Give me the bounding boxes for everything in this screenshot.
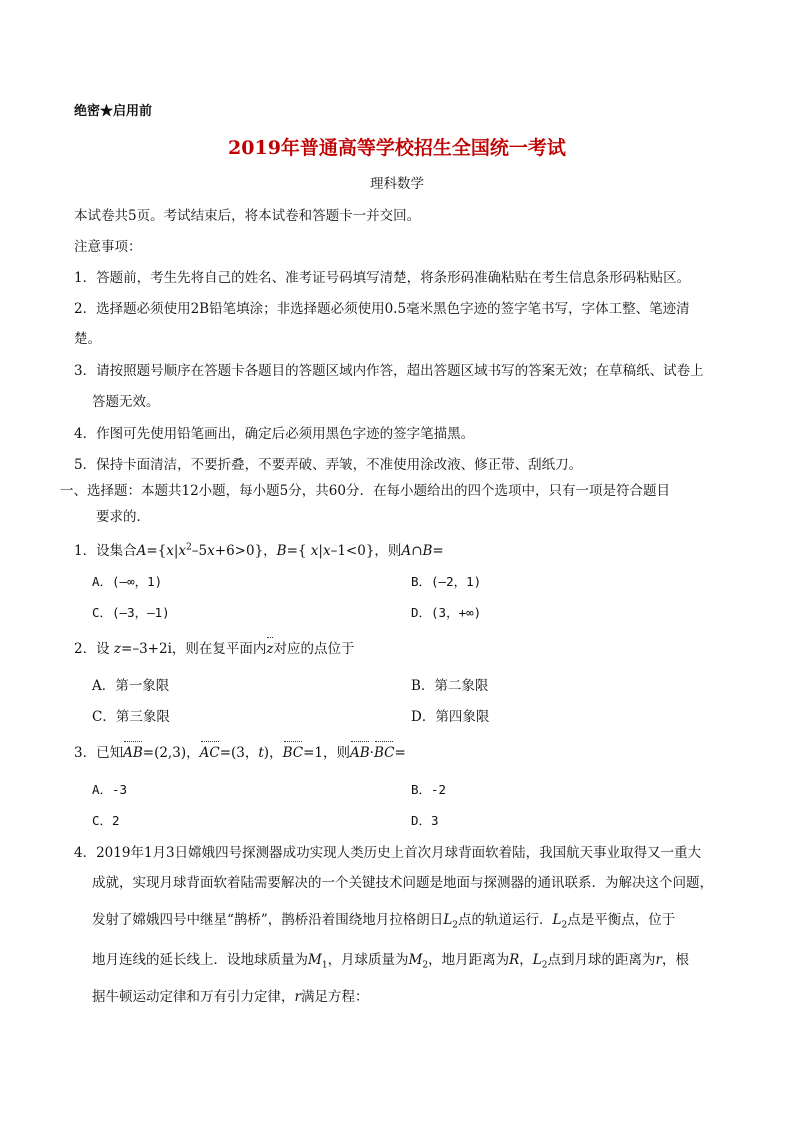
q1-text: –1<0}，则: [330, 543, 402, 559]
q4-text: ，根: [661, 952, 689, 968]
question-3: [74, 744, 406, 762]
q3-text: =: [394, 745, 406, 761]
q4-var: r: [655, 952, 662, 968]
q1-var: x: [207, 543, 215, 559]
q4-text: 点是平衡点，位于: [567, 912, 676, 928]
q2-text: 2．设: [74, 641, 114, 657]
note-3-line-1: 3．请按照题号顺序在答题卡各题目的答题区域内作答，超出答题区域书写的答案无效；在草稿纸、试卷上: [74, 363, 704, 379]
q3-option-d: D．3: [411, 813, 439, 828]
q3-vector: BC: [282, 745, 304, 761]
section-heading-line-1: 一、选择题：本题共12小题，每小题5分，共60分．在每小题给出的四个选项中，只有一项是符合题目: [60, 483, 670, 499]
q3-text: )，: [263, 745, 283, 761]
q4-var: M: [308, 952, 322, 968]
q3-option-a: A．-3: [92, 782, 128, 797]
q1-text: ={: [286, 543, 311, 559]
intro-line: 本试卷共5页。考试结束后，将本试卷和答题卡一并交回。: [74, 208, 421, 224]
q4-text: 点的轨道运行．: [458, 912, 553, 928]
q3-vector: BC: [373, 745, 395, 761]
q3-vector: AB: [123, 745, 143, 761]
q1-text: 1．设集合: [74, 543, 137, 559]
q4-text: ，: [519, 952, 533, 968]
q1-text: –5: [191, 543, 208, 559]
q1-text: |: [318, 543, 323, 559]
q3-text: =(3，: [219, 745, 259, 761]
note-2-line-2: 楚。: [74, 331, 101, 347]
question-4-line-4: [92, 951, 689, 969]
q1-exponent: 2: [186, 542, 192, 553]
question-4-line-3: [92, 911, 675, 929]
q3-var: t: [258, 745, 264, 761]
q4-text: 发射了嫦娥四号中继星“鹊桥”，鹊桥沿着围绕地月拉格朗日: [92, 912, 444, 928]
q4-var: L: [443, 912, 453, 928]
q1-var: A: [136, 543, 147, 559]
question-4-line-2: 成就，实现月球背面软着陆需要解决的一个关键技术问题是地面与探测器的通讯联系．为解决这个问题，: [92, 875, 713, 891]
q1-text: ∩: [411, 543, 423, 559]
exam-subtitle: 理科数学: [370, 176, 424, 192]
q4-text: ，地月距离为: [428, 952, 510, 968]
q1-option-a: A．(–∞，1): [92, 574, 163, 589]
q2-var: z: [113, 641, 122, 657]
question-2: [74, 640, 355, 658]
q1-text: ={: [146, 543, 167, 559]
notes-heading: 注意事项：: [74, 239, 142, 255]
q3-text: ·: [369, 745, 374, 761]
q2-option-d: D．第四象限: [411, 709, 490, 725]
q4-var: R: [509, 952, 520, 968]
q4-subscript: 2: [561, 920, 568, 931]
q1-option-d: D．(3，+∞): [411, 605, 482, 620]
q1-var: x: [310, 543, 319, 559]
q2-text: 对应的点位于: [273, 641, 355, 657]
question-1: [74, 542, 444, 560]
confidential-label: 绝密★启用前: [74, 104, 153, 119]
q3-text: 3．已知: [74, 745, 124, 761]
q4-text: 满足方程：: [300, 989, 369, 1005]
q4-text: ，月球质量为: [327, 952, 409, 968]
q4-subscript: 2: [452, 920, 459, 931]
q3-text: =1，则: [303, 745, 350, 761]
q1-text: |: [173, 543, 179, 559]
q1-var: A: [401, 543, 412, 559]
q4-text: 据牛顿运动定律和万有引力定律，: [92, 989, 295, 1005]
exam-title: 2019年普通高等学校招生全国统一考试: [228, 137, 566, 159]
q3-vector: AB: [350, 745, 370, 761]
q4-text: 点到月球的距离为: [547, 952, 656, 968]
q2-option-c: C．第三象限: [92, 709, 170, 725]
q2-option-a: A．第一象限: [92, 678, 170, 694]
q4-var: L: [552, 912, 562, 928]
question-4-line-5: [92, 988, 368, 1006]
question-4-line-1: 4．2019年1月3日嫦娥四号探测器成功实现人类历史上首次月球背面软着陆，我国航天事业取得又一重大: [74, 845, 702, 861]
q1-var: x: [178, 543, 187, 559]
q2-option-b: B．第二象限: [411, 678, 489, 694]
q3-vector: AC: [199, 745, 220, 761]
q1-var: x: [322, 543, 331, 559]
note-3-line-2: 答题无效。: [92, 394, 160, 410]
q1-text: +6>0}，: [214, 543, 277, 559]
q4-subscript: 1: [321, 960, 328, 971]
q3-option-b: B．-2: [411, 782, 447, 797]
q4-var: M: [408, 952, 423, 968]
q1-option-b: B．(–2，1): [411, 574, 482, 589]
q1-var: x: [166, 543, 174, 559]
q3-text: =(2,3)，: [142, 745, 200, 761]
q4-subscript: 2: [422, 960, 429, 971]
q2-conjugate-var: z: [266, 641, 274, 657]
q1-option-c: C．(–3，–1): [92, 605, 170, 620]
note-2-line-1: 2．选择题必须使用2B铅笔填涂；非选择题必须使用0.5毫米黑色字迹的签字笔书写，字体工整、笔迹清: [74, 301, 690, 317]
q4-var: r: [294, 989, 301, 1005]
q1-text: =: [432, 543, 444, 559]
q3-option-c: C．2: [92, 813, 120, 828]
q2-text: =–3+2i，则在复平面内: [121, 641, 267, 657]
q4-subscript: 2: [541, 960, 548, 971]
q4-var: L: [532, 952, 542, 968]
note-1: 1．答题前，考生先将自己的姓名、准考证号码填写清楚，将条形码准确粘贴在考生信息条形码粘贴区。: [74, 270, 691, 286]
note-4: 4．作图可先使用铅笔画出，确定后必须用黑色字迹的签字笔描黑。: [74, 426, 475, 442]
q4-text: 地月连线的延长线上．设地球质量为: [92, 952, 308, 968]
section-heading-line-2: 要求的．: [96, 509, 150, 525]
q1-var: B: [276, 543, 287, 559]
note-5: 5．保持卡面清洁，不要折叠，不要弄破、弄皱，不准使用涂改液、修正带、刮纸刀。: [74, 457, 583, 473]
q1-var: B: [422, 543, 433, 559]
